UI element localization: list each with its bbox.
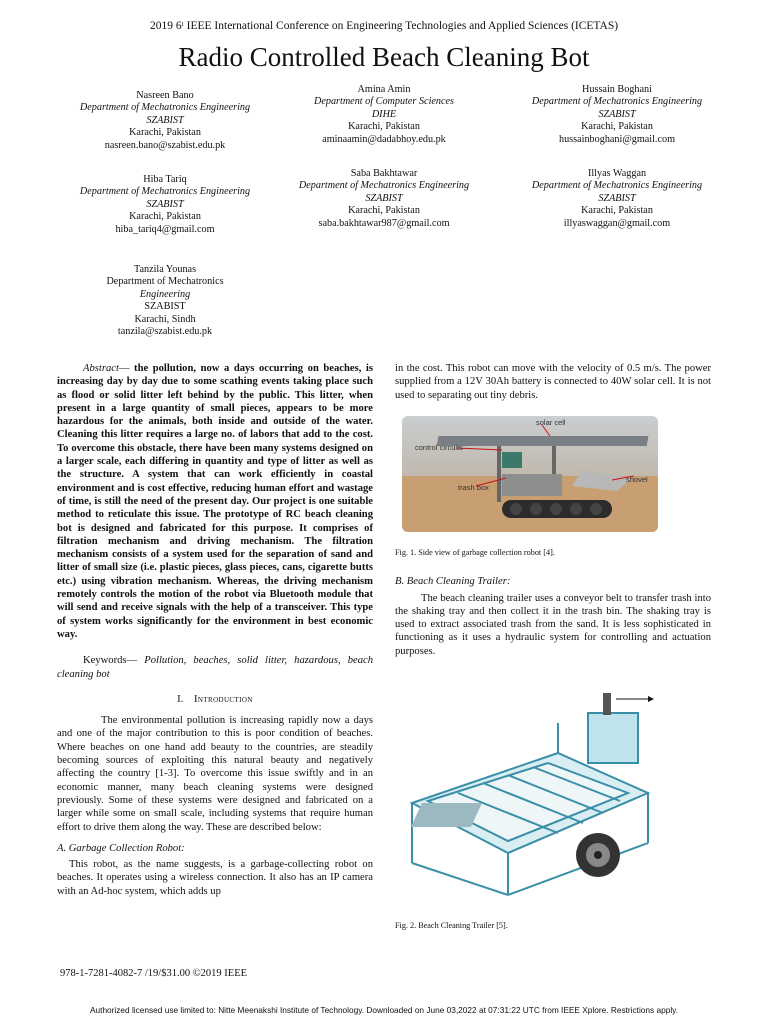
subsection-a-continued: in the cost. This robot can move with the velocity of 0.5 m/s. The power supplied from a 12V 30Ah battery is connected to 40W solar cell. It is not used to separating out tiny debris. (395, 363, 711, 401)
author-city: Karachi, Sindh (134, 313, 196, 325)
author-name: Hussain Boghani (582, 84, 652, 95)
right-column-lower (395, 546, 711, 658)
robot-photo-illustration (402, 416, 658, 532)
author-name: Illyas Waggan (587, 168, 647, 179)
label-control-circuits: control circuits (415, 443, 463, 452)
subsection-a-paragraph: This robot, as the name suggests, is a garbage-collecting robot on beaches. It operates using a wireless connection. It also has an IP camera with an Ad-hoc system, which adds up (57, 859, 373, 897)
author-city: Karachi, Pakistan (129, 127, 201, 139)
author-dept-italic: Engineering (139, 288, 191, 300)
abstract-text: the pollution, now a days occurring on beaches, is increasing day by day due to some scathing events taking place such as flood or solid litter left behind by the public. This litter, when present in a large quantity of small pieces, appears to be more hazardous for the animals, both inside and outside of the water. Cleaning this litter requires a large no. of labors that add to the cost. To overcome this obstacle, there have been many systems designed on a larger scale, each differing in quantity and type of litter as well as the structure. A system that can work efficiently in coastal environment and is cost effective, reducing human effort and wastage of time, is still the need of the present day. Our project is one suitable method to reticulate this issue. The prototype of RC beach cleaning bot is designed and fabricated for this purpose. It comprises of filtration mechanism and driving mechanism. The filtration mechanism consists of a system used for the separation of sand and litter of small size (i.e. plastic pieces, glass pieces, cans, cigarette butts etc.) using vibration mechanism. Whereas, the driving mechanism remotely controls the motion of the robot via Bluetooth module that will send and receive signals with the help of a transceiver. This type of system works significantly for the environment in best economic way. (57, 363, 373, 640)
abstract-dash: — (118, 363, 130, 374)
label-solar-cell: solar cell (536, 418, 566, 427)
author-city: Karachi, Pakistan (581, 121, 653, 133)
author-dept: Department of Mechatronics Engineering (79, 186, 251, 198)
right-column (395, 362, 711, 402)
author-name: Nasreen Bano (136, 90, 194, 101)
author-block (60, 174, 270, 236)
author-name: Amina Amin (357, 84, 411, 95)
intro-paragraph: The environmental pollution is increasing rapidly now a days and one of the major contribution to this is poor condition of beaches. Where beaches on one hand add beauty to the countries, are steadily becoming sources of exploiting this natural beauty and negatively affecting the country [1-3]. To overcome this issue swiftly and in an economic manner, many beach cleaning systems were designed previously. Some of these systems were designed and fabricated on a larger while some on small scale, including systems that require human effort to drive them along the way. These are described below: (57, 715, 373, 833)
subsection-heading-b: B. Beach Cleaning Trailer: (395, 576, 511, 588)
label-shovel: shovel (626, 475, 648, 484)
author-inst: SZABIST (146, 198, 184, 210)
subsection-b-paragraph: The beach cleaning trailer uses a conveyor belt to transfer trash into the shaking tray and then collect it in the trash bin. The shaking tray is used to extract associated trash from the sand. It is less sophisticated in functioning as it uses a hydraulic system for controlling and actuation purposes. (395, 592, 711, 657)
author-block (279, 168, 489, 230)
abstract (57, 362, 373, 641)
isbn-footer: 978-1-7281-4082-7 /19/$31.00 ©2019 IEEE (60, 968, 248, 979)
conference-header: 2019 6ᵗ IEEE International Conference on Engineering Technologies and Applied Sciences (ICETAS) (149, 20, 619, 32)
author-email[interactable]: nasreen.bano@szabist.edu.pk (104, 139, 226, 151)
author-email[interactable]: aminaamin@dadabhoy.edu.pk (322, 133, 446, 145)
author-inst: SZABIST (598, 192, 636, 204)
author-inst: SZABIST (146, 114, 184, 126)
figure-1-caption: Fig. 1. Side view of garbage collection robot [4]. (395, 548, 555, 557)
paper-title: Radio Controlled Beach Cleaning Bot (178, 42, 590, 72)
author-email[interactable]: hussainboghani@gmail.com (558, 133, 676, 145)
author-dept: Department of Mechatronics Engineering (79, 102, 251, 114)
author-name: Tanzila Younas (133, 264, 197, 275)
figure-2-caption: Fig. 2. Beach Cleaning Trailer [5]. (395, 921, 508, 930)
author-dept: Department of Computer Sciences (313, 96, 455, 108)
author-city: Karachi, Pakistan (348, 205, 420, 217)
author-email[interactable]: tanzila@szabist.edu.pk (117, 326, 213, 338)
author-dept: Department of Mechatronics Engineering (531, 96, 703, 108)
author-name: Hiba Tariq (143, 174, 187, 185)
left-column (57, 362, 373, 898)
author-dept: Department of Mechatronics Engineering (531, 180, 703, 192)
keywords-label: Keywords— (83, 655, 138, 667)
author-block (512, 84, 722, 146)
author-name: Saba Bakhtawar (350, 168, 418, 179)
section-title: Introduction (193, 693, 253, 705)
author-inst: SZABIST (365, 192, 403, 204)
license-footer: Authorized licensed use limited to: Nitte Meenakshi Institute of Technology. Downloaded on June 03,2022 at 07:31:22 UTC from IEEE Xplore. Restrictions apply. (89, 1005, 679, 1015)
section-number: I. (177, 693, 184, 705)
abstract-label: Abstract (83, 363, 119, 374)
author-inst: SZABIST (144, 301, 186, 313)
author-city: Karachi, Pakistan (581, 205, 653, 217)
author-city: Karachi, Pakistan (348, 121, 420, 133)
figure-1-photo (402, 416, 658, 532)
author-inst: DIHE (371, 108, 397, 120)
subsection-heading-a: A. Garbage Collection Robot: (57, 842, 185, 854)
section-heading-introduction (57, 693, 373, 706)
label-trash-box: trash box (458, 483, 489, 492)
keywords (57, 654, 373, 681)
author-dept: Department of Mechatronics (106, 276, 224, 288)
author-block (60, 264, 270, 338)
author-email[interactable]: illyaswaggan@gmail.com (563, 217, 671, 229)
figure-2-image (398, 683, 660, 905)
author-block (279, 84, 489, 146)
keywords-text: Pollution, beaches, solid litter, hazardous, beach cleaning bot (57, 655, 373, 680)
author-inst: SZABIST (598, 108, 636, 120)
author-block (60, 90, 270, 152)
author-city: Karachi, Pakistan (129, 211, 201, 223)
author-dept: Department of Mechatronics Engineering (298, 180, 470, 192)
trailer-illustration (398, 683, 660, 905)
author-block (512, 168, 722, 230)
author-email[interactable]: hiba_tariq4@gmail.com (115, 223, 215, 235)
author-email[interactable]: saba.bakhtawar987@gmail.com (318, 217, 450, 229)
